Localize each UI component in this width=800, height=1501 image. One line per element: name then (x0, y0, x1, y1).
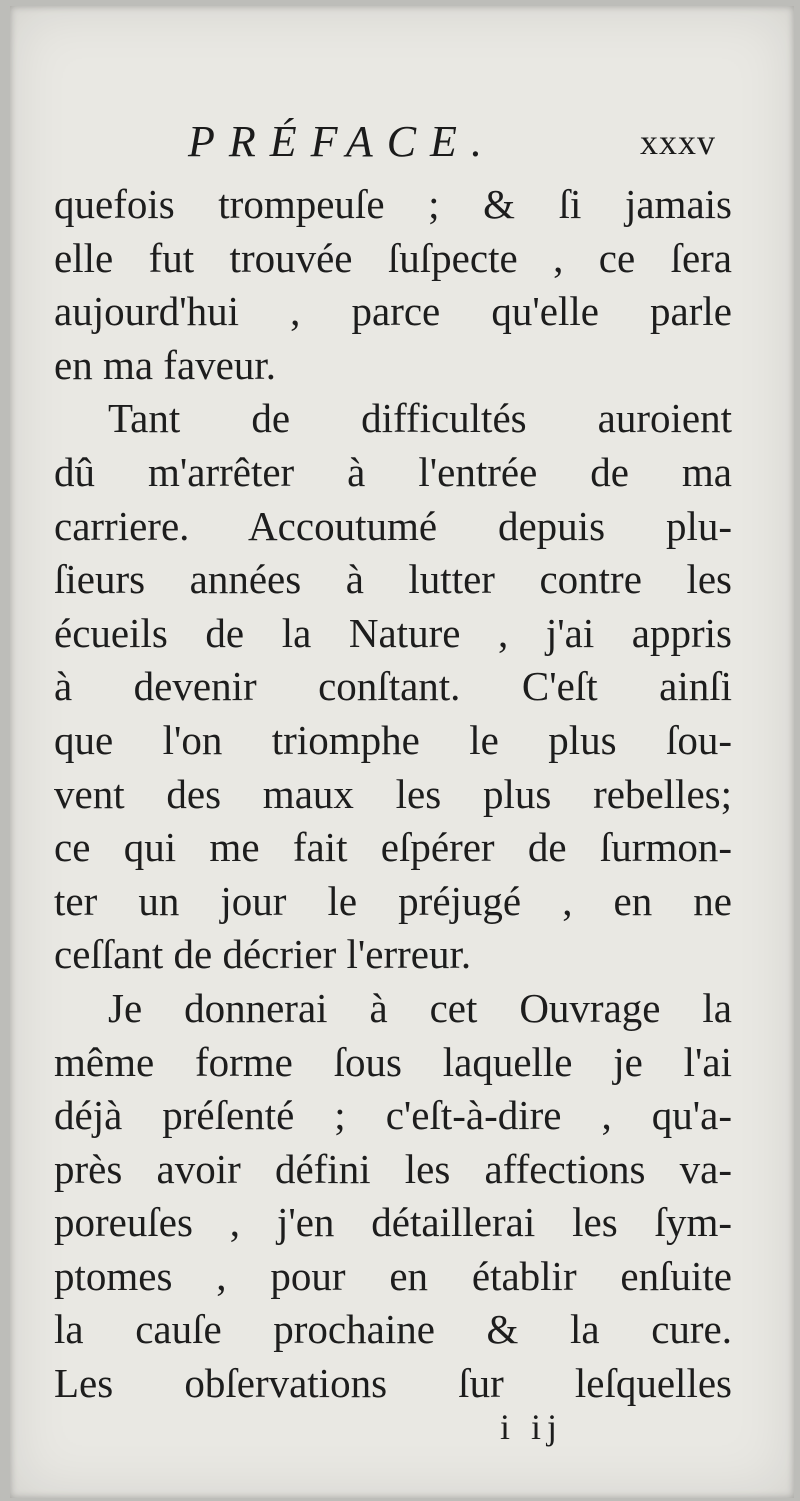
paragraph (54, 392, 732, 982)
text-line: dû m'arrêter à l'entrée de ma (54, 448, 732, 495)
text-line: ſieurs années à lutter contre les (54, 556, 732, 603)
text-line: carriere. Accoutumé depuis plu- (54, 502, 732, 549)
text-line: en ma faveur. (54, 341, 276, 388)
text-line: la cauſe prochaine & la cure. (54, 1306, 732, 1353)
text-line: Je donnerai à cet Ouvrage la (108, 984, 732, 1031)
page-header (10, 112, 794, 172)
text-line: Tant de difficultés auroient (108, 395, 732, 442)
text-line: vent des maux les plus rebelles; (54, 770, 732, 817)
text-line: ce qui me fait eſpérer de ſurmon- (54, 824, 732, 871)
text-line: écueils de la Nature , j'ai appris (54, 609, 732, 656)
page-number: xxxv (640, 122, 716, 162)
text-line: Les obſervations ſur leſquelles (54, 1360, 732, 1407)
text-line: elle fut trouvée ſuſpecte , ce ſera (54, 234, 732, 281)
text-line: poreuſes , j'en détaillerai les ſym- (54, 1199, 732, 1246)
body-text (54, 178, 732, 1411)
text-line: ptomes , pour en établir enſuite (54, 1252, 732, 1299)
text-line: à devenir conſtant. C'eſt ainſi (54, 663, 732, 710)
running-title: PRÉFACE. (188, 117, 496, 166)
paragraph (54, 982, 732, 1411)
text-line: ceſſant de décrier l'erreur. (54, 931, 472, 978)
text-line: près avoir défini les affections va- (54, 1145, 732, 1192)
text-line: quefois trompeuſe ; & ſi jamais (54, 181, 732, 227)
text-line: aujourd'hui , parce qu'elle parle (54, 288, 732, 335)
text-line: déjà préſenté ; c'eſt-à-dire , qu'a- (54, 1092, 732, 1139)
paragraph (54, 178, 732, 392)
text-line: même forme ſous laquelle je l'ai (54, 1038, 732, 1085)
text-line: ter un jour le préjugé , en ne (54, 877, 732, 924)
text-line: que l'on triomphe le plus ſou- (54, 716, 732, 763)
signature-mark: i ij (500, 1407, 564, 1447)
